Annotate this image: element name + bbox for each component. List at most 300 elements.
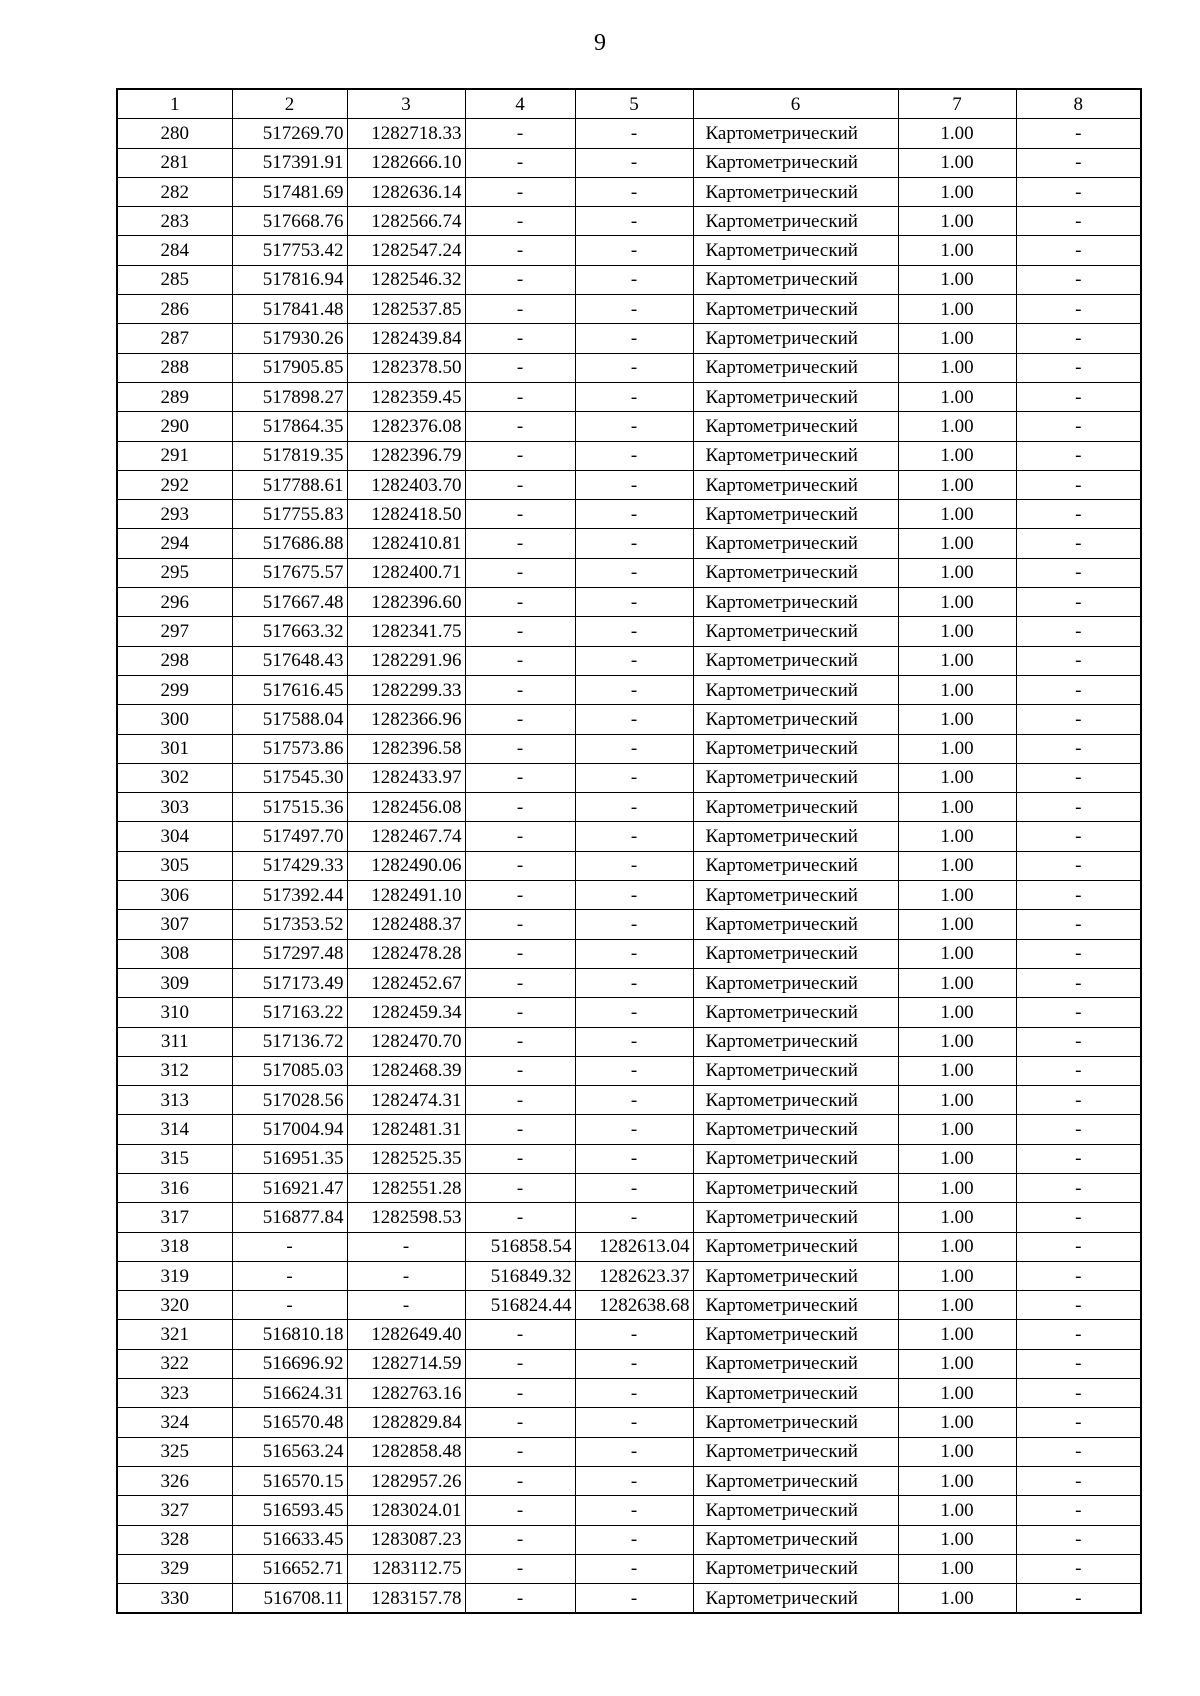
cell-new-y: 1282623.37: [575, 1261, 693, 1290]
cell-new-x: -: [465, 1086, 575, 1115]
table-row: [117, 881, 1141, 910]
cell-point-number: 317: [117, 1203, 232, 1232]
cell-new-x: -: [465, 705, 575, 734]
table-row: [117, 1408, 1141, 1437]
cell-point-number: 291: [117, 441, 232, 470]
cell-existing-x: 516633.45: [232, 1525, 347, 1554]
cell-method: Картометрический: [693, 1144, 898, 1173]
cell-existing-y: -: [347, 1291, 465, 1320]
cell-new-y: -: [575, 763, 693, 792]
cell-note: -: [1016, 1203, 1141, 1232]
cell-accuracy: 1.00: [898, 1086, 1016, 1115]
cell-new-y: -: [575, 793, 693, 822]
cell-note: -: [1016, 177, 1141, 206]
cell-new-y: -: [575, 1408, 693, 1437]
cell-new-y: -: [575, 412, 693, 441]
table-row: [117, 236, 1141, 265]
cell-existing-y: 1282957.26: [347, 1466, 465, 1495]
cell-note: -: [1016, 207, 1141, 236]
table-row: [117, 1027, 1141, 1056]
column-header-2: 2: [232, 89, 347, 119]
cell-new-x: -: [465, 1320, 575, 1349]
cell-accuracy: 1.00: [898, 734, 1016, 763]
cell-note: -: [1016, 822, 1141, 851]
cell-new-x: -: [465, 1466, 575, 1495]
coordinates-table: [116, 88, 1142, 1614]
column-header-6: 6: [693, 89, 898, 119]
cell-note: -: [1016, 324, 1141, 353]
cell-point-number: 289: [117, 382, 232, 411]
cell-existing-y: 1282490.06: [347, 851, 465, 880]
cell-new-y: -: [575, 588, 693, 617]
cell-accuracy: 1.00: [898, 529, 1016, 558]
cell-existing-x: -: [232, 1261, 347, 1290]
cell-new-x: -: [465, 1496, 575, 1525]
cell-note: -: [1016, 1496, 1141, 1525]
cell-new-x: -: [465, 851, 575, 880]
cell-accuracy: 1.00: [898, 236, 1016, 265]
cell-existing-x: 517429.33: [232, 851, 347, 880]
cell-new-x: -: [465, 1584, 575, 1614]
cell-note: -: [1016, 1232, 1141, 1261]
cell-existing-x: 517391.91: [232, 148, 347, 177]
cell-new-y: -: [575, 646, 693, 675]
table-row: [117, 119, 1141, 148]
cell-existing-y: 1282418.50: [347, 500, 465, 529]
cell-existing-y: 1282396.60: [347, 588, 465, 617]
cell-existing-y: 1282452.67: [347, 968, 465, 997]
cell-note: -: [1016, 382, 1141, 411]
cell-new-x: -: [465, 324, 575, 353]
table-row: [117, 324, 1141, 353]
cell-new-y: -: [575, 851, 693, 880]
cell-new-y: -: [575, 734, 693, 763]
cell-point-number: 299: [117, 675, 232, 704]
cell-new-x: -: [465, 295, 575, 324]
cell-existing-x: 517648.43: [232, 646, 347, 675]
cell-existing-x: 517898.27: [232, 382, 347, 411]
cell-existing-y: 1282598.53: [347, 1203, 465, 1232]
cell-accuracy: 1.00: [898, 295, 1016, 324]
cell-method: Картометрический: [693, 705, 898, 734]
cell-existing-y: 1282376.08: [347, 412, 465, 441]
cell-note: -: [1016, 851, 1141, 880]
cell-new-x: -: [465, 265, 575, 294]
cell-existing-x: 516570.48: [232, 1408, 347, 1437]
cell-note: -: [1016, 1086, 1141, 1115]
cell-accuracy: 1.00: [898, 851, 1016, 880]
cell-method: Картометрический: [693, 119, 898, 148]
cell-accuracy: 1.00: [898, 705, 1016, 734]
cell-point-number: 282: [117, 177, 232, 206]
table-row: [117, 910, 1141, 939]
cell-note: -: [1016, 1291, 1141, 1320]
cell-new-y: -: [575, 148, 693, 177]
cell-existing-x: 517353.52: [232, 910, 347, 939]
cell-point-number: 307: [117, 910, 232, 939]
cell-new-y: -: [575, 1525, 693, 1554]
cell-point-number: 295: [117, 558, 232, 587]
cell-point-number: 300: [117, 705, 232, 734]
table-row: [117, 1496, 1141, 1525]
cell-method: Картометрический: [693, 412, 898, 441]
table-row: [117, 1144, 1141, 1173]
table-row: [117, 968, 1141, 997]
table-row: [117, 1584, 1141, 1614]
cell-accuracy: 1.00: [898, 1466, 1016, 1495]
cell-existing-y: 1283087.23: [347, 1525, 465, 1554]
cell-point-number: 311: [117, 1027, 232, 1056]
cell-existing-y: 1282400.71: [347, 558, 465, 587]
cell-accuracy: 1.00: [898, 1554, 1016, 1583]
cell-note: -: [1016, 617, 1141, 646]
cell-note: -: [1016, 1408, 1141, 1437]
cell-method: Картометрический: [693, 265, 898, 294]
cell-accuracy: 1.00: [898, 558, 1016, 587]
cell-note: -: [1016, 529, 1141, 558]
cell-accuracy: 1.00: [898, 1261, 1016, 1290]
cell-note: -: [1016, 1320, 1141, 1349]
table-row: [117, 1437, 1141, 1466]
cell-accuracy: 1.00: [898, 998, 1016, 1027]
cell-existing-y: 1282566.74: [347, 207, 465, 236]
header-row: [117, 89, 1141, 119]
cell-existing-y: 1282763.16: [347, 1379, 465, 1408]
cell-existing-y: 1282341.75: [347, 617, 465, 646]
cell-new-y: -: [575, 1320, 693, 1349]
cell-existing-y: 1282546.32: [347, 265, 465, 294]
cell-existing-x: 517173.49: [232, 968, 347, 997]
cell-note: -: [1016, 412, 1141, 441]
cell-accuracy: 1.00: [898, 1173, 1016, 1202]
cell-new-y: -: [575, 529, 693, 558]
cell-accuracy: 1.00: [898, 265, 1016, 294]
cell-point-number: 329: [117, 1554, 232, 1583]
cell-existing-y: 1282396.79: [347, 441, 465, 470]
table-row: [117, 265, 1141, 294]
cell-note: -: [1016, 1056, 1141, 1085]
cell-new-x: -: [465, 558, 575, 587]
cell-new-x: -: [465, 910, 575, 939]
cell-new-x: -: [465, 1173, 575, 1202]
cell-new-y: -: [575, 207, 693, 236]
cell-method: Картометрический: [693, 939, 898, 968]
cell-accuracy: 1.00: [898, 881, 1016, 910]
cell-existing-x: 517269.70: [232, 119, 347, 148]
cell-accuracy: 1.00: [898, 412, 1016, 441]
cell-accuracy: 1.00: [898, 968, 1016, 997]
table-row: [117, 529, 1141, 558]
cell-new-y: -: [575, 470, 693, 499]
cell-new-x: -: [465, 881, 575, 910]
cell-new-x: -: [465, 1408, 575, 1437]
cell-existing-y: 1282478.28: [347, 939, 465, 968]
cell-accuracy: 1.00: [898, 382, 1016, 411]
cell-existing-x: 517930.26: [232, 324, 347, 353]
cell-accuracy: 1.00: [898, 441, 1016, 470]
cell-existing-x: 517819.35: [232, 441, 347, 470]
cell-existing-y: 1283157.78: [347, 1584, 465, 1614]
cell-method: Картометрический: [693, 148, 898, 177]
cell-new-y: -: [575, 1203, 693, 1232]
cell-accuracy: 1.00: [898, 324, 1016, 353]
cell-note: -: [1016, 646, 1141, 675]
cell-accuracy: 1.00: [898, 1232, 1016, 1261]
cell-point-number: 296: [117, 588, 232, 617]
cell-accuracy: 1.00: [898, 1027, 1016, 1056]
cell-existing-x: 517004.94: [232, 1115, 347, 1144]
cell-new-x: -: [465, 1115, 575, 1144]
table-row: [117, 441, 1141, 470]
cell-accuracy: 1.00: [898, 675, 1016, 704]
cell-new-y: -: [575, 1466, 693, 1495]
cell-existing-x: 517755.83: [232, 500, 347, 529]
cell-new-x: -: [465, 939, 575, 968]
cell-point-number: 287: [117, 324, 232, 353]
cell-method: Картометрический: [693, 236, 898, 265]
table-row: [117, 295, 1141, 324]
cell-method: Картометрический: [693, 324, 898, 353]
cell-existing-x: 517686.88: [232, 529, 347, 558]
table-row: [117, 588, 1141, 617]
cell-new-x: -: [465, 1525, 575, 1554]
cell-existing-y: 1282474.31: [347, 1086, 465, 1115]
cell-method: Картометрический: [693, 910, 898, 939]
cell-accuracy: 1.00: [898, 588, 1016, 617]
cell-point-number: 285: [117, 265, 232, 294]
cell-existing-x: 517481.69: [232, 177, 347, 206]
cell-new-y: -: [575, 705, 693, 734]
table-row: [117, 822, 1141, 851]
cell-new-y: -: [575, 236, 693, 265]
cell-new-y: -: [575, 500, 693, 529]
cell-existing-x: 517864.35: [232, 412, 347, 441]
cell-accuracy: 1.00: [898, 1584, 1016, 1614]
table-row: [117, 734, 1141, 763]
table-row: [117, 617, 1141, 646]
cell-note: -: [1016, 1144, 1141, 1173]
cell-existing-y: 1282468.39: [347, 1056, 465, 1085]
cell-accuracy: 1.00: [898, 1320, 1016, 1349]
cell-method: Картометрический: [693, 1437, 898, 1466]
cell-new-x: -: [465, 382, 575, 411]
cell-existing-y: 1282829.84: [347, 1408, 465, 1437]
cell-new-x: -: [465, 177, 575, 206]
table-row: [117, 353, 1141, 382]
cell-method: Картометрический: [693, 1466, 898, 1495]
cell-new-y: -: [575, 1115, 693, 1144]
table-row: [117, 793, 1141, 822]
cell-point-number: 327: [117, 1496, 232, 1525]
cell-new-y: -: [575, 1056, 693, 1085]
cell-method: Картометрический: [693, 1379, 898, 1408]
table-row: [117, 412, 1141, 441]
table-row: [117, 1379, 1141, 1408]
cell-existing-y: 1282403.70: [347, 470, 465, 499]
cell-existing-y: 1282547.24: [347, 236, 465, 265]
cell-new-y: -: [575, 1379, 693, 1408]
cell-note: -: [1016, 588, 1141, 617]
cell-note: -: [1016, 675, 1141, 704]
table-row: [117, 705, 1141, 734]
cell-method: Картометрический: [693, 1261, 898, 1290]
cell-accuracy: 1.00: [898, 1525, 1016, 1554]
cell-new-x: 516824.44: [465, 1291, 575, 1320]
cell-note: -: [1016, 1027, 1141, 1056]
cell-point-number: 294: [117, 529, 232, 558]
cell-existing-y: 1282718.33: [347, 119, 465, 148]
cell-point-number: 318: [117, 1232, 232, 1261]
cell-new-y: -: [575, 177, 693, 206]
cell-new-x: -: [465, 500, 575, 529]
cell-point-number: 283: [117, 207, 232, 236]
cell-point-number: 309: [117, 968, 232, 997]
column-header-5: 5: [575, 89, 693, 119]
table-row: [117, 1525, 1141, 1554]
column-header-4: 4: [465, 89, 575, 119]
cell-existing-x: 517753.42: [232, 236, 347, 265]
cell-method: Картометрический: [693, 617, 898, 646]
cell-method: Картометрический: [693, 382, 898, 411]
cell-accuracy: 1.00: [898, 470, 1016, 499]
cell-method: Картометрический: [693, 822, 898, 851]
cell-existing-y: 1282396.58: [347, 734, 465, 763]
table-row: [117, 1466, 1141, 1495]
cell-point-number: 325: [117, 1437, 232, 1466]
cell-note: -: [1016, 1525, 1141, 1554]
cell-method: Картометрический: [693, 207, 898, 236]
cell-point-number: 321: [117, 1320, 232, 1349]
cell-method: Картометрический: [693, 441, 898, 470]
cell-method: Картометрический: [693, 295, 898, 324]
cell-method: Картометрический: [693, 763, 898, 792]
cell-existing-y: 1283112.75: [347, 1554, 465, 1583]
cell-note: -: [1016, 881, 1141, 910]
cell-accuracy: 1.00: [898, 822, 1016, 851]
cell-note: -: [1016, 705, 1141, 734]
cell-point-number: 322: [117, 1349, 232, 1378]
cell-method: Картометрический: [693, 470, 898, 499]
table-row: [117, 1261, 1141, 1290]
cell-new-y: -: [575, 822, 693, 851]
cell-new-x: -: [465, 353, 575, 382]
cell-note: -: [1016, 1349, 1141, 1378]
cell-method: Картометрический: [693, 500, 898, 529]
cell-method: Картометрический: [693, 1408, 898, 1437]
cell-existing-y: -: [347, 1261, 465, 1290]
cell-method: Картометрический: [693, 881, 898, 910]
cell-existing-y: 1282491.10: [347, 881, 465, 910]
cell-note: -: [1016, 793, 1141, 822]
cell-accuracy: 1.00: [898, 177, 1016, 206]
cell-accuracy: 1.00: [898, 1115, 1016, 1144]
cell-point-number: 320: [117, 1291, 232, 1320]
cell-existing-x: 517392.44: [232, 881, 347, 910]
cell-point-number: 310: [117, 998, 232, 1027]
cell-existing-x: 516921.47: [232, 1173, 347, 1202]
column-header-7: 7: [898, 89, 1016, 119]
cell-new-x: -: [465, 412, 575, 441]
cell-accuracy: 1.00: [898, 119, 1016, 148]
cell-point-number: 308: [117, 939, 232, 968]
cell-method: Картометрический: [693, 1496, 898, 1525]
cell-new-x: -: [465, 236, 575, 265]
cell-new-x: -: [465, 1379, 575, 1408]
cell-new-y: -: [575, 265, 693, 294]
cell-accuracy: 1.00: [898, 1203, 1016, 1232]
table-row: [117, 177, 1141, 206]
cell-existing-x: 517667.48: [232, 588, 347, 617]
cell-point-number: 330: [117, 1584, 232, 1614]
cell-new-x: -: [465, 763, 575, 792]
cell-new-y: -: [575, 968, 693, 997]
cell-existing-y: 1282291.96: [347, 646, 465, 675]
cell-new-y: -: [575, 998, 693, 1027]
table-row: [117, 1173, 1141, 1202]
cell-existing-y: 1282359.45: [347, 382, 465, 411]
cell-new-y: -: [575, 382, 693, 411]
cell-new-y: -: [575, 910, 693, 939]
cell-new-y: 1282613.04: [575, 1232, 693, 1261]
cell-accuracy: 1.00: [898, 500, 1016, 529]
cell-method: Картометрический: [693, 1086, 898, 1115]
cell-point-number: 304: [117, 822, 232, 851]
cell-new-x: -: [465, 822, 575, 851]
table-row: [117, 207, 1141, 236]
cell-existing-y: 1282636.14: [347, 177, 465, 206]
cell-note: -: [1016, 500, 1141, 529]
cell-point-number: 312: [117, 1056, 232, 1085]
cell-existing-y: 1282551.28: [347, 1173, 465, 1202]
cell-method: Картометрический: [693, 998, 898, 1027]
cell-new-x: -: [465, 968, 575, 997]
cell-new-x: -: [465, 207, 575, 236]
cell-note: -: [1016, 470, 1141, 499]
cell-existing-x: 516563.24: [232, 1437, 347, 1466]
cell-new-y: 1282638.68: [575, 1291, 693, 1320]
cell-existing-x: 517675.57: [232, 558, 347, 587]
cell-existing-x: 516593.45: [232, 1496, 347, 1525]
cell-new-y: -: [575, 1437, 693, 1466]
cell-existing-y: 1282378.50: [347, 353, 465, 382]
cell-method: Картометрический: [693, 1320, 898, 1349]
cell-point-number: 290: [117, 412, 232, 441]
cell-method: Картометрический: [693, 1291, 898, 1320]
table-row: [117, 1115, 1141, 1144]
cell-accuracy: 1.00: [898, 1408, 1016, 1437]
cell-existing-y: 1282714.59: [347, 1349, 465, 1378]
table-row: [117, 558, 1141, 587]
table-row: [117, 1349, 1141, 1378]
cell-existing-x: 517085.03: [232, 1056, 347, 1085]
cell-point-number: 315: [117, 1144, 232, 1173]
cell-accuracy: 1.00: [898, 1496, 1016, 1525]
cell-existing-y: 1282299.33: [347, 675, 465, 704]
cell-accuracy: 1.00: [898, 939, 1016, 968]
cell-existing-y: 1282470.70: [347, 1027, 465, 1056]
cell-existing-x: 516708.11: [232, 1584, 347, 1614]
cell-existing-x: 517841.48: [232, 295, 347, 324]
table-row: [117, 1232, 1141, 1261]
cell-note: -: [1016, 236, 1141, 265]
cell-new-x: -: [465, 441, 575, 470]
table-row: [117, 1056, 1141, 1085]
cell-existing-x: 517573.86: [232, 734, 347, 763]
cell-existing-x: 517816.94: [232, 265, 347, 294]
cell-existing-x: -: [232, 1291, 347, 1320]
cell-note: -: [1016, 1584, 1141, 1614]
cell-note: -: [1016, 1554, 1141, 1583]
